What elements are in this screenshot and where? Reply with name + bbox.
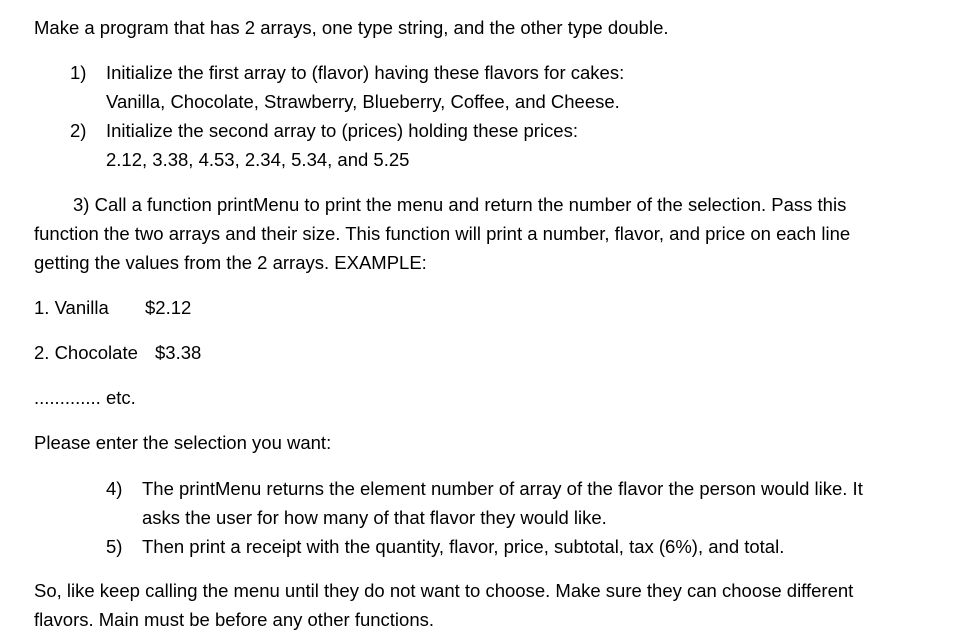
list-item-number: 2) [70,120,87,141]
paragraph-line: So, like keep calling the menu until they do not want to choose. Make sure they can choose different [34,580,854,601]
paragraph-line: getting the values from the 2 arrays. EXAMPLE: [34,252,427,273]
example-price: $2.12 [145,297,192,318]
example-price: $3.38 [155,342,202,363]
example-etc: ............. etc. [34,387,136,408]
list-item-number: 1) [70,62,87,83]
intro-text: Make a program that has 2 arrays, one type string, and the other type double. [34,17,669,38]
paragraph-line: function the two arrays and their size. This function will print a number, flavor, and price on each line [34,223,851,244]
list-item-text-line: Initialize the first array to (flavor) having these flavors for cakes: [106,62,625,83]
example-item: 1. Vanilla [34,297,109,318]
paragraph-line: flavors. Main must be before any other functions. [34,609,435,630]
list-item-text-line: asks the user for how many of that flavor they would like. [142,507,607,528]
list-item-number: 4) [106,478,123,499]
selection-prompt: Please enter the selection you want: [34,432,332,453]
list-item-number: 5) [106,536,123,557]
list-item-text-line: 2.12, 3.38, 4.53, 2.34, 5.34, and 5.25 [106,149,410,170]
list-item-text-line: Initialize the second array to (prices) holding these prices: [106,120,578,141]
paragraph-line: 3) Call a function printMenu to print the menu and return the number of the selection. Pass this [73,194,847,215]
list-item-text-line: Vanilla, Chocolate, Strawberry, Blueberry, Coffee, and Cheese. [106,91,620,112]
list-item-text-line: Then print a receipt with the quantity, flavor, price, subtotal, tax (6%), and total. [142,536,785,557]
list-item-text-line: The printMenu returns the element number of array of the flavor the person would like. It [142,478,863,499]
example-item: 2. Chocolate [34,342,138,363]
